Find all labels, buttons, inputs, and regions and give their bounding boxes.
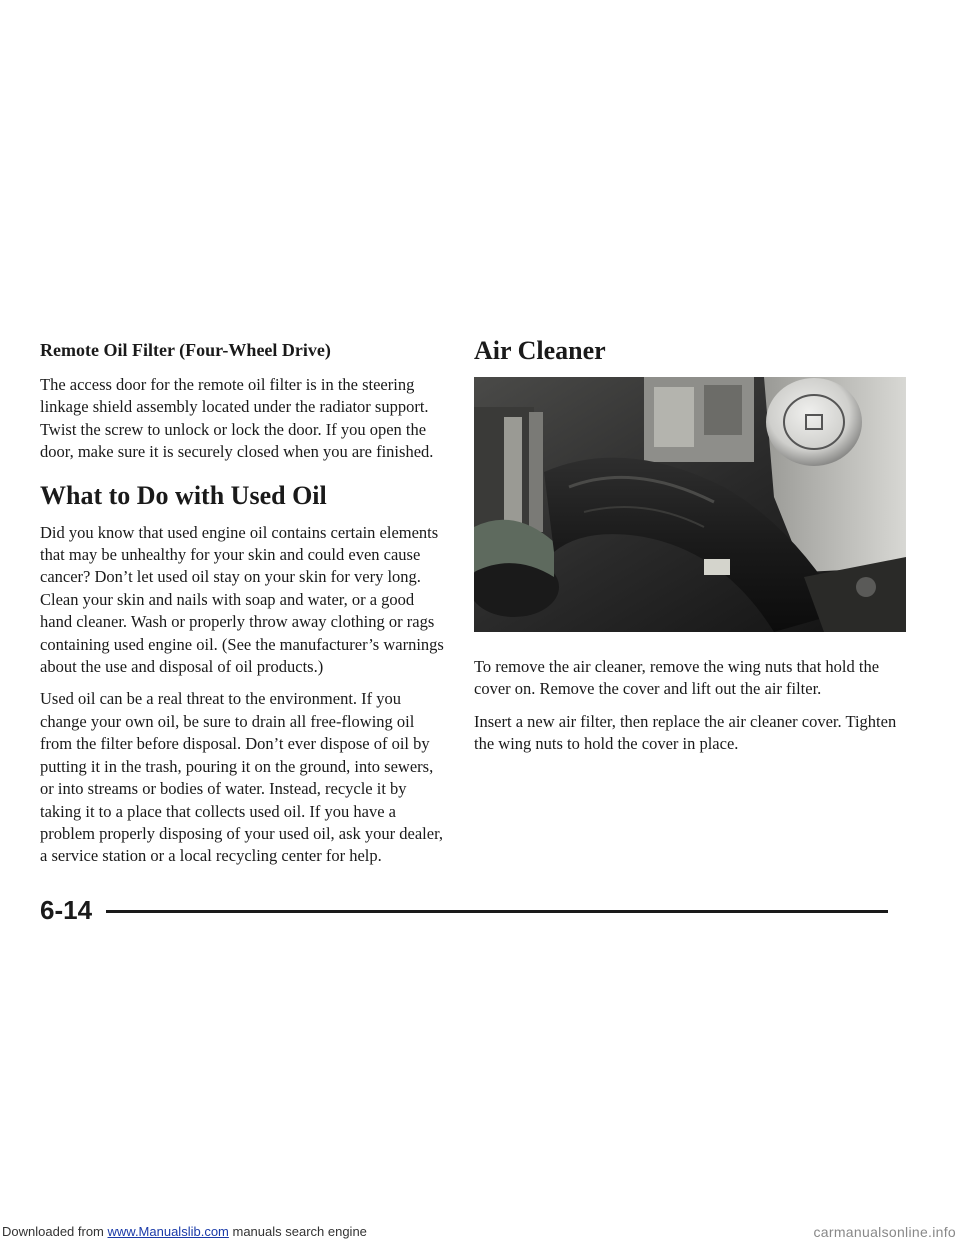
- air-cleaner-paragraph-2: Insert a new air filter, then replace the air cleaner cover. Tighten the wing nuts to hold the cover in place.: [474, 711, 897, 754]
- watermark-suffix: manuals search engine: [228, 1224, 367, 1239]
- page-number: 6-14: [40, 895, 93, 925]
- used-oil-paragraph-2: Used oil can be a real threat to the environment. If you change your own oil, be sure to drain all free-flowing oil from the filter before disposal. Don’t ever dispose of oil by putting it in the trash, pouring it on the ground, into sewers, or into streams or bodies of water. Instead, recycle it by taking it to a place that collects used oil. If you have a problem properly disposing of your used oil, ask your dealer, a service station or a local recycling center for help.: [40, 689, 444, 866]
- watermark-right: carmanualsonline.info: [813, 1224, 956, 1240]
- page-footer: [40, 890, 888, 930]
- left-column: [40, 338, 450, 878]
- remote-oil-filter-subheading: Remote Oil Filter (Four-Wheel Drive): [40, 340, 331, 360]
- engine-bay-illustration: [474, 377, 906, 632]
- download-watermark: [0, 1220, 960, 1242]
- watermark-left: [2, 1224, 367, 1239]
- watermark-prefix: Downloaded from: [2, 1224, 108, 1239]
- air-cleaner-paragraph-1: To remove the air cleaner, remove the wing nuts that hold the cover on. Remove the cover and lift out the air filter.: [474, 657, 880, 699]
- remote-oil-filter-paragraph: The access door for the remote oil filter is in the steering linkage shield assembly located under the radiator support. Twist the screw to unlock or lock the door. If you open the door, make sure it is securely closed when you are finished.: [40, 375, 434, 462]
- air-cleaner-heading: Air Cleaner: [474, 336, 606, 365]
- manualslib-link[interactable]: www.Manualslib.com: [107, 1224, 229, 1239]
- air-cleaner-photo: [474, 377, 906, 632]
- footer-rule: [106, 910, 888, 913]
- used-oil-heading: What to Do with Used Oil: [40, 480, 327, 510]
- right-column: [474, 338, 914, 766]
- used-oil-paragraph-1: Did you know that used engine oil contains certain elements that may be unhealthy for your skin and could even cause cancer? Don’t let used oil stay on your skin for very long. Clean your skin and nails with soap and water, or a good hand cleaner. Wash or properly throw away clothing or rags containing used engine oil. (See the manufacturer’s warnings about the use and disposal of oil products.): [40, 522, 444, 677]
